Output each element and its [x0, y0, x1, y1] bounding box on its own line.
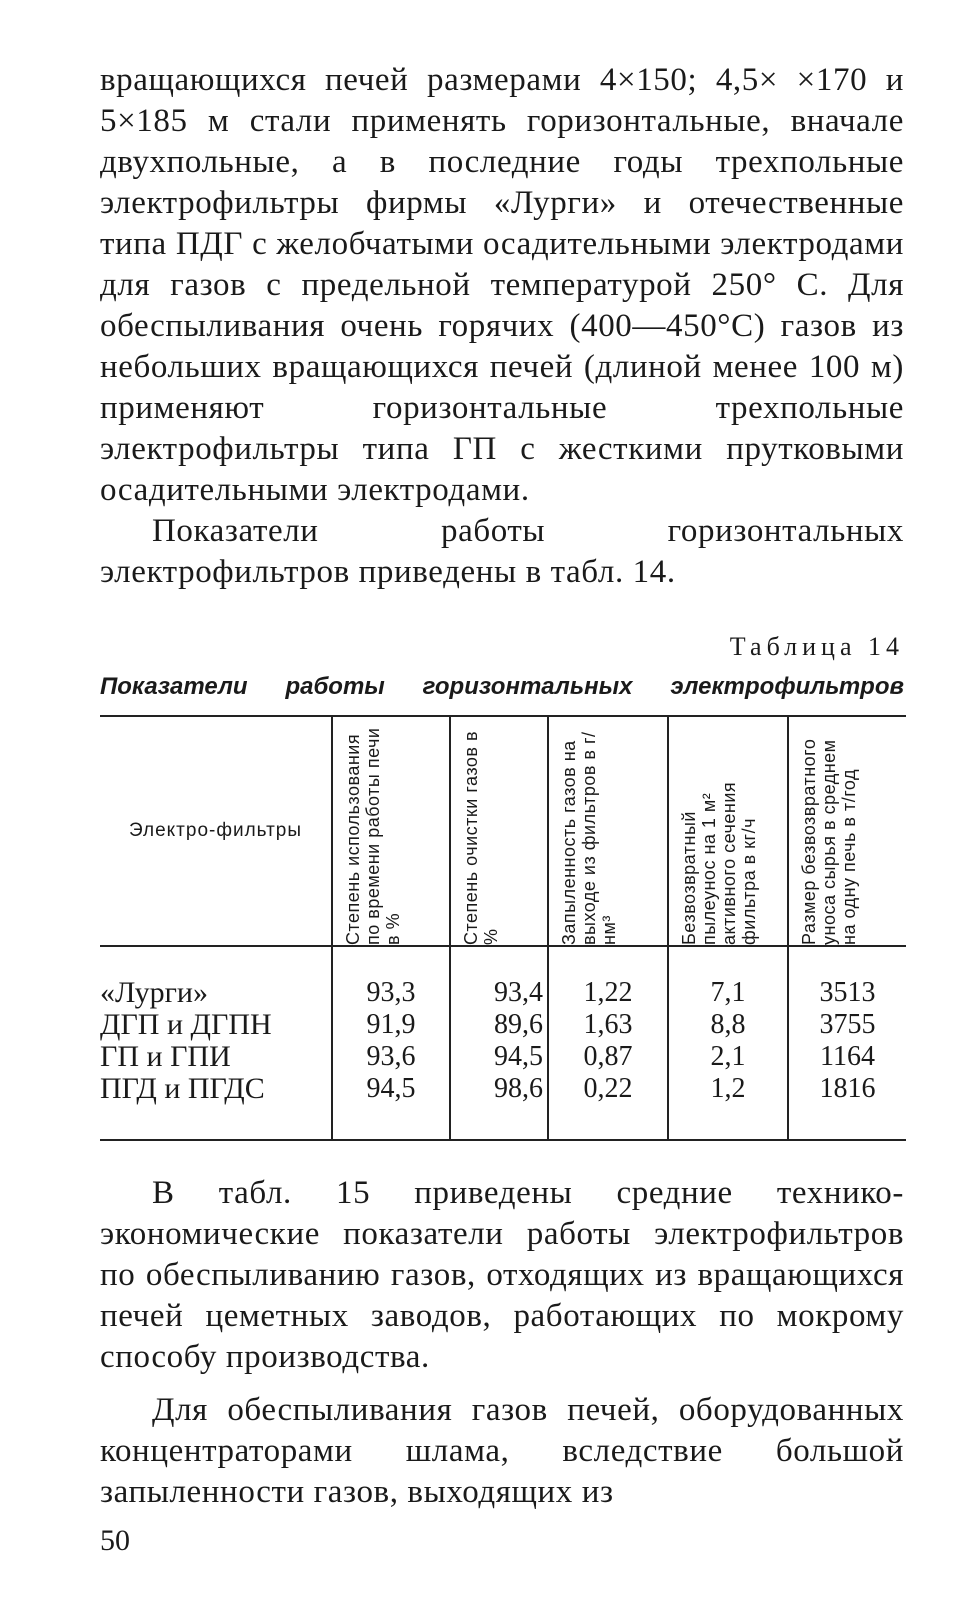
table-title-word: электрофильтров: [670, 673, 904, 700]
table-cell: 0,87: [548, 1041, 668, 1073]
table-title-word: горизонтальных: [422, 673, 633, 700]
table-cell: 3513: [788, 977, 906, 1009]
table-cell: 1,22: [548, 977, 668, 1009]
table-number: Таблица 14: [729, 632, 904, 661]
table-cell: 93,6: [332, 1041, 450, 1073]
table-title-word: работы: [285, 673, 385, 700]
table-cell: 1,2: [668, 1073, 788, 1105]
table-cell: 0,22: [548, 1073, 668, 1105]
column-header: Запыленность газов на выходе из фильтров в г/нм³: [548, 716, 668, 946]
table-cell: 89,6: [450, 1009, 548, 1041]
page-content: [100, 60, 904, 1513]
table-cell: 94,5: [450, 1041, 548, 1073]
table-title: [100, 667, 904, 709]
table-header-row: [100, 716, 906, 946]
column-header: Степень очистки газов в %: [450, 716, 548, 946]
table-cell: 1816: [788, 1073, 906, 1105]
table-cell: 1164: [788, 1041, 906, 1073]
paragraph-1: вращающихся печей размерами 4×150; 4,5× ×170 и 5×185 м стали применять горизонтальные, вначале двухпольные, а в последние годы трехпольные электрофильтры фирмы «Лурги» и отечественные типа ПДГ с желобчатыми осадительными электродами для газов с предельной температурой 250° С. Для обеспыливания очень горячих (400—450°С) газов из небольших вращающихся печей (длиной менее 100 м) применяют горизонтальные трехпольные электрофильтры типа ГП с жесткими прутковыми осадительными электродами.: [100, 62, 904, 508]
table-row: [100, 1009, 906, 1041]
table-cell: 93,3: [332, 977, 450, 1009]
table-row: [100, 1073, 906, 1105]
data-table: [100, 715, 906, 1141]
table-cell: 1,63: [548, 1009, 668, 1041]
column-header: Электро-фильтры: [100, 716, 332, 946]
table-row: [100, 977, 906, 1009]
table-title-word: Показатели: [100, 673, 248, 700]
table-cell: 91,9: [332, 1009, 450, 1041]
table-cell: «Лурги»: [100, 976, 208, 1009]
paragraph-3: В табл. 15 приведены средние технико-экономические показатели работы электрофильтров по обеспыливанию газов, отходящих из вращающихся печей цеметных заводов, работающих по мокрому способу производства.: [100, 1175, 904, 1375]
paragraph-2: Показатели работы горизонтальных электрофильтров приведены в табл. 14.: [100, 513, 904, 590]
table-cell: 2,1: [668, 1041, 788, 1073]
table-cell: 93,4: [450, 977, 548, 1009]
table-row: [100, 1041, 906, 1073]
table-cell: 7,1: [668, 977, 788, 1009]
column-header: Степень использования по времени работы печи в %: [332, 716, 450, 946]
table-cell: ГП и ГПИ: [100, 1040, 231, 1073]
table-cell: 98,6: [450, 1073, 548, 1105]
table-cell: ПГД и ПГДС: [100, 1072, 265, 1105]
page-number: 50: [100, 1524, 130, 1557]
table-cell: 3755: [788, 1009, 906, 1041]
table-cell: 94,5: [332, 1073, 450, 1105]
table-cell: 8,8: [668, 1009, 788, 1041]
paragraph-4: Для обеспыливания газов печей, оборудованных концентраторами шлама, вследствие большой запыленности газов, выходящих из: [100, 1392, 904, 1510]
column-header: Размер безвозвратного уноса сырья в среднем на одну печь в т/год: [788, 716, 906, 946]
table-cell: ДГП и ДГПН: [100, 1008, 272, 1041]
column-header: Безвозвратный пылеунос на 1 м² активного сечения фильтра в кг/ч: [668, 716, 788, 946]
